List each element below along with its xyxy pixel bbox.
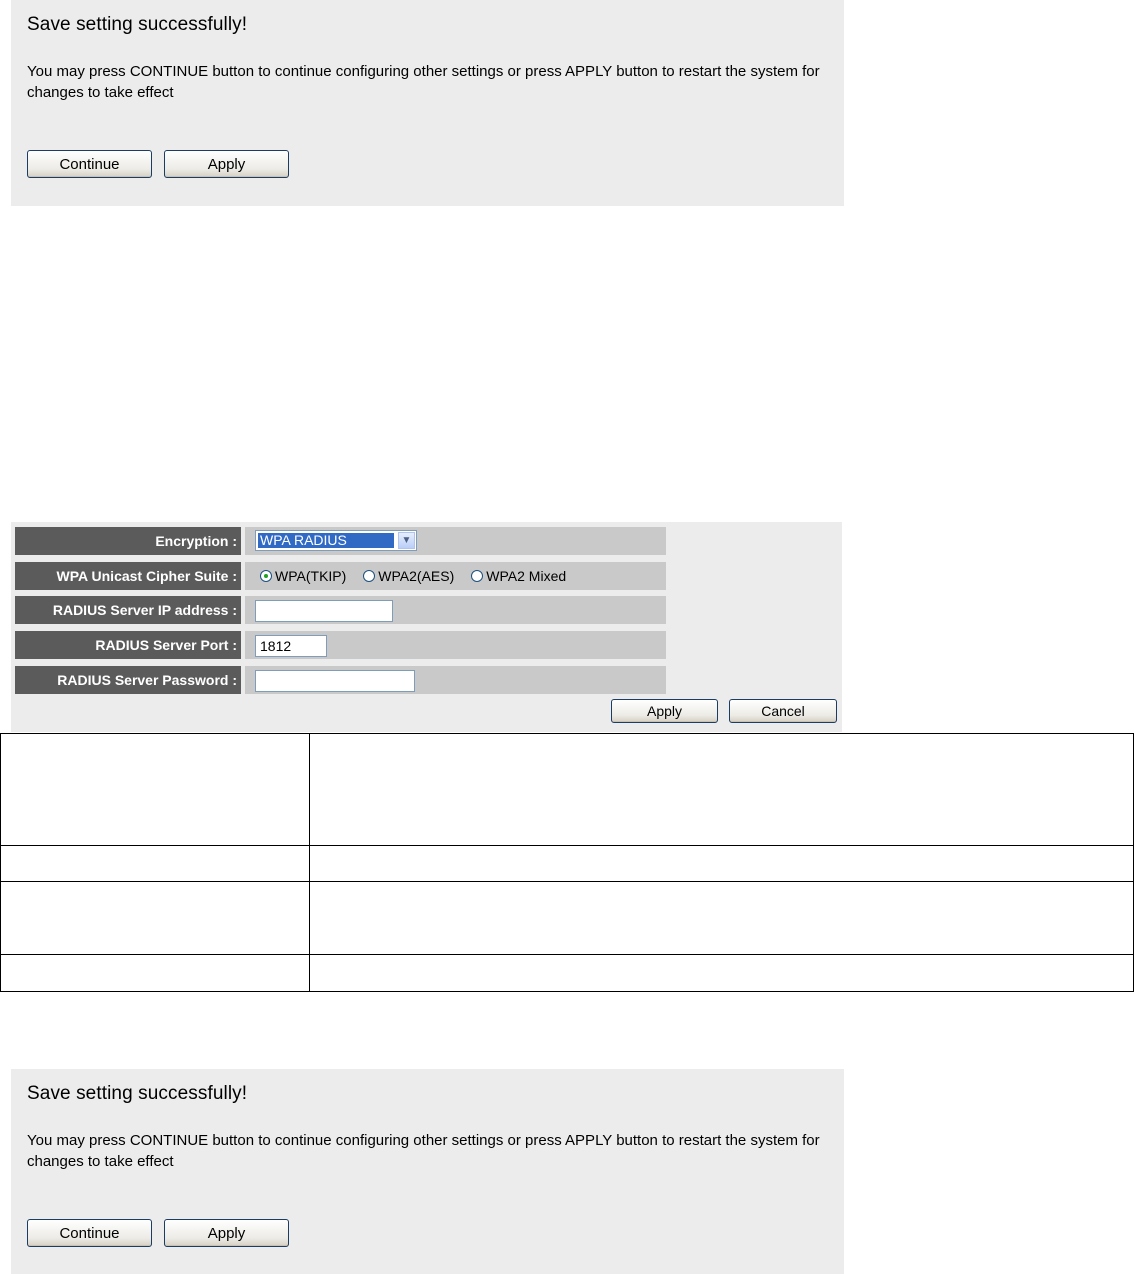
radius-password-input[interactable] [255, 670, 415, 692]
cipher-suite-value-cell [245, 562, 666, 590]
table-cell [1, 882, 310, 955]
radio-wpa2-aes[interactable] [363, 568, 454, 584]
save-success-message: You may press CONTINUE button to continue configuring other settings or press APPLY button to restart the system for changes to take effect [27, 63, 820, 101]
save-success-message: You may press CONTINUE button to continue configuring other settings or press APPLY button to restart the system for changes to take effect [27, 1132, 820, 1170]
radius-password-label: RADIUS Server Password : [15, 666, 241, 694]
cipher-suite-radio-group [260, 562, 583, 590]
table-cell [310, 734, 1134, 846]
cipher-suite-label: WPA Unicast Cipher Suite : [15, 562, 241, 590]
radio-wpa-tkip[interactable] [260, 568, 346, 584]
table-cell [1, 955, 310, 992]
continue-button[interactable]: Continue [27, 150, 152, 178]
encryption-value-cell [245, 527, 666, 555]
save-success-panel-bottom [11, 1069, 844, 1274]
table-row [1, 846, 1134, 882]
encryption-select[interactable] [255, 530, 417, 551]
table-cell [310, 882, 1134, 955]
save-success-title: Save setting successfully! [27, 1083, 248, 1104]
table-row [1, 882, 1134, 955]
table-row [1, 734, 1134, 846]
radius-ip-value-cell [245, 596, 666, 624]
apply-button[interactable]: Apply [164, 1219, 289, 1247]
encryption-settings-panel [11, 522, 842, 732]
radio-unselected-icon[interactable] [363, 570, 375, 582]
encryption-selected-value: WPA RADIUS [258, 533, 394, 548]
table-row [1, 955, 1134, 992]
radius-port-value-cell [245, 631, 666, 659]
save-success-panel-top [11, 0, 844, 206]
chevron-down-icon[interactable]: ▼ [398, 532, 415, 549]
radius-ip-label: RADIUS Server IP address : [15, 596, 241, 624]
radius-port-input[interactable] [255, 635, 327, 657]
apply-button[interactable]: Apply [611, 699, 718, 723]
radius-ip-input[interactable] [255, 600, 393, 622]
encryption-label: Encryption : [15, 527, 241, 555]
table-cell [1, 734, 310, 846]
table-cell [1, 846, 310, 882]
radio-label: WPA2 Mixed [486, 568, 567, 584]
table-cell [310, 846, 1134, 882]
radio-selected-icon[interactable] [260, 570, 272, 582]
radio-wpa2-mixed[interactable] [471, 568, 566, 584]
table-cell [310, 955, 1134, 992]
radio-label: WPA(TKIP) [275, 568, 347, 584]
cancel-button[interactable]: Cancel [729, 699, 837, 723]
radio-unselected-icon[interactable] [471, 570, 483, 582]
save-success-title: Save setting successfully! [27, 14, 248, 35]
radio-label: WPA2(AES) [378, 568, 455, 584]
radius-port-label: RADIUS Server Port : [15, 631, 241, 659]
description-table [0, 733, 1134, 992]
radius-password-value-cell [245, 666, 666, 694]
continue-button[interactable]: Continue [27, 1219, 152, 1247]
apply-button[interactable]: Apply [164, 150, 289, 178]
